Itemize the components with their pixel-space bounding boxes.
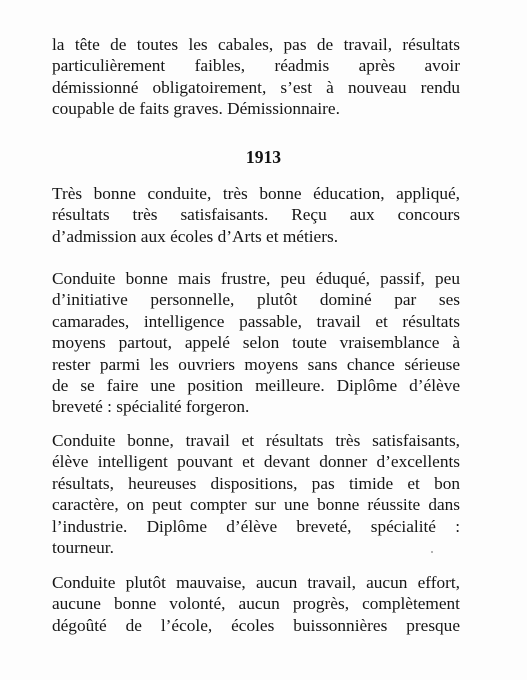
text-line: tourneur. xyxy=(52,538,114,558)
text-line: Conduite bonne, travail et résultats très satisfaisants, xyxy=(52,431,460,450)
text-line: résultats très satisfaisants. Reçu aux concours xyxy=(52,205,460,225)
text-line: breveté : spécialité forgeron. xyxy=(52,397,250,417)
paragraph-forgeron xyxy=(52,268,460,418)
text-line: l’industrie. Diplôme d’élève breveté, spécialité : xyxy=(52,516,460,536)
text-line: d’admission aux écoles d’Arts et métiers. xyxy=(52,226,339,246)
paragraph-tourneur xyxy=(52,430,460,558)
paragraph-dismissed-student xyxy=(52,34,460,120)
text-line: rester parmi les ouvriers moyens sans chance sérieuse xyxy=(52,354,460,374)
text-line: résultats, heureuses dispositions, pas timide et bon xyxy=(52,473,460,493)
text-line: dégoûté de l’école, écoles buissonnières presque xyxy=(52,615,460,635)
paragraph-mauvaise-conduite xyxy=(52,572,460,636)
text-line: caractère, on peut compter sur une bonne réussite dans xyxy=(52,495,460,515)
text-line: aucune bonne volonté, aucun progrès, complètement xyxy=(52,594,460,614)
year-heading: 1913 xyxy=(245,147,282,167)
scan-speck xyxy=(431,551,433,553)
text-line: Conduite plutôt mauvaise, aucun travail, aucun effort, xyxy=(52,573,460,592)
text-line: particulièrement faibles, réadmis après avoir xyxy=(52,56,460,76)
text-line: de se faire une position meilleure. Diplôme d’élève xyxy=(52,376,460,396)
text-line: coupable de faits graves. Démissionnaire. xyxy=(52,99,340,119)
text-line: la tête de toutes les cabales, pas de travail, résultats xyxy=(52,35,460,54)
text-line: élève intelligent pouvant et devant donner d’excellents xyxy=(52,452,460,472)
text-line: Très bonne conduite, très bonne éducation, appliqué, xyxy=(52,184,460,203)
text-line: camarades, intelligence passable, travail et résultats xyxy=(52,311,460,331)
text-line: démissionné obligatoirement, s’est à nouveau rendu xyxy=(52,77,460,97)
text-line: moyens partout, appelé selon toute vraisemblance à xyxy=(52,333,460,353)
text-line: d’initiative personnelle, plutôt dominé par ses xyxy=(52,290,460,310)
text-line: Conduite bonne mais frustre, peu éduqué, passif, peu xyxy=(52,269,460,288)
paragraph-arts-et-metiers xyxy=(52,183,460,247)
